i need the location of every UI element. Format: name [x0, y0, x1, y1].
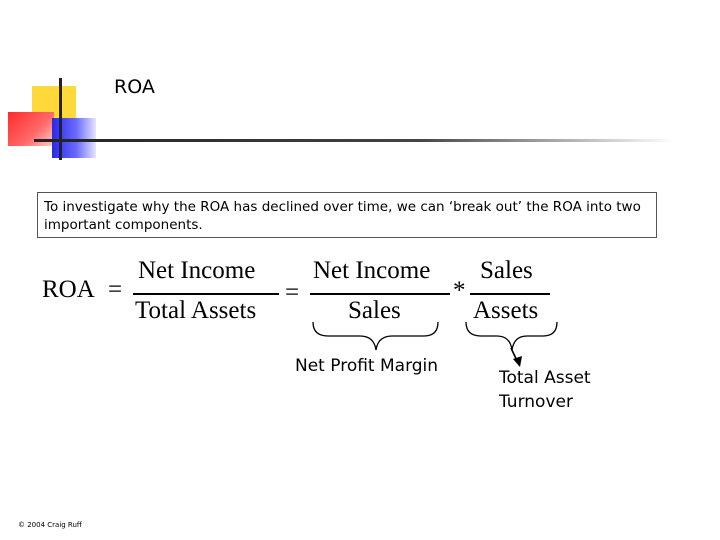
frac2-numerator: Net Income	[313, 257, 431, 284]
total-asset-turnover-label-line2: Turnover	[499, 392, 573, 412]
formula-lhs: ROA	[42, 276, 95, 303]
total-asset-turnover-label-line1: Total Asset	[499, 368, 591, 388]
formula-equals-2: =	[285, 279, 300, 306]
formula-equals-1: =	[108, 276, 123, 303]
frac1-denominator: Total Assets	[135, 297, 257, 324]
frac3-denominator: Assets	[473, 297, 539, 324]
slide-title: ROA	[114, 76, 155, 98]
frac1-numerator: Net Income	[138, 257, 256, 284]
formula-times: *	[453, 277, 466, 304]
copyright-footer: © 2004 Craig Ruff	[18, 521, 82, 529]
frac3-numerator: Sales	[480, 257, 533, 284]
net-profit-margin-brace	[313, 322, 438, 350]
net-profit-margin-label: Net Profit Margin	[295, 356, 439, 376]
intro-textbox: To investigate why the ROA has declined over time, we can ‘break out’ the ROA into two important components.	[37, 192, 657, 238]
frac2-denominator: Sales	[348, 297, 401, 324]
total-asset-turnover-brace	[466, 322, 557, 350]
